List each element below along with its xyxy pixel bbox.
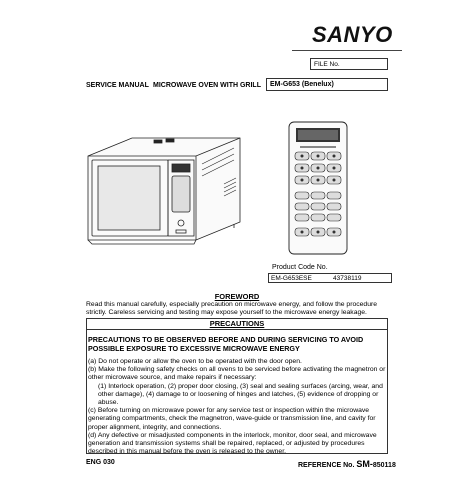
precautions-heading: PRECAUTIONS TO BE OBSERVED BEFORE AND DURING SERVICING TO AVOID POSSIBLE EXPOSURE TO EXCESSIVE MICROWAVE ENERGY bbox=[88, 335, 364, 353]
product-code-number: 43738119 bbox=[333, 275, 362, 282]
foreword-title: FOREWORD bbox=[214, 292, 260, 301]
file-no-box bbox=[310, 58, 388, 70]
control-panel-illustration bbox=[286, 120, 350, 256]
sanyo-logo: SANYO bbox=[312, 22, 393, 47]
product-code-label: Product Code No. bbox=[272, 264, 328, 271]
service-manual-label: SERVICE MANUAL bbox=[86, 82, 149, 89]
precautions-divider bbox=[86, 329, 388, 330]
header-rule bbox=[292, 50, 402, 51]
product-title: MICROWAVE OVEN WITH GRILL bbox=[153, 82, 261, 89]
precaution-item: (d) Any defective or misadjusted components in the interlock, monitor, door seal, and microwave generation and transmission systems shall be repaired, replaced, or adjusted by procedures described in this manual before the oven is released to the owner. bbox=[88, 431, 377, 456]
microwave-oven-illustration bbox=[84, 134, 246, 246]
precaution-item: (a) Do not operate or allow the oven to be operated with the door open. bbox=[88, 358, 302, 365]
eng-code: ENG 030 bbox=[86, 459, 115, 466]
precaution-item: (c) Before turning on microwave power for any service test or inspection within the microwave generating compartments, check the magnetron, wave-guide or transmission line, and cavity for proper alignment, integrity, and connections. bbox=[88, 407, 376, 431]
precaution-subitem: (1) Interlock operation, (2) proper door closing, (3) seal and sealing surfaces (arcing, wear, and other damage), (4) damage to or loosening of hinges and latches, (5) evidence of dropping or abuse. bbox=[98, 382, 383, 407]
precautions-list bbox=[88, 358, 386, 456]
reference-value: 850118 bbox=[372, 462, 396, 469]
reference-label: REFERENCE No. bbox=[298, 462, 355, 469]
file-no-label: FILE No. bbox=[314, 61, 340, 68]
reference-number bbox=[298, 459, 396, 469]
model-box bbox=[266, 78, 388, 91]
model-name: EM-G653 (Benelux) bbox=[270, 81, 334, 88]
product-code-model: EM-G653ESE bbox=[271, 275, 312, 282]
foreword-text: Read this manual carefully, especially precaution on microwave energy, and follow the procedure strictly. Careless servicing and testing may expose yourself to the microwave energy leakage. bbox=[86, 301, 378, 316]
product-code-box bbox=[268, 273, 392, 283]
reference-prefix: SM- bbox=[356, 459, 373, 469]
precaution-item: (b) Make the following safety checks on all ovens to be serviced before activating the magnetron or other microwave source, and make repairs if necessary: bbox=[88, 366, 386, 382]
precautions-title: PRECAUTIONS bbox=[209, 319, 265, 328]
